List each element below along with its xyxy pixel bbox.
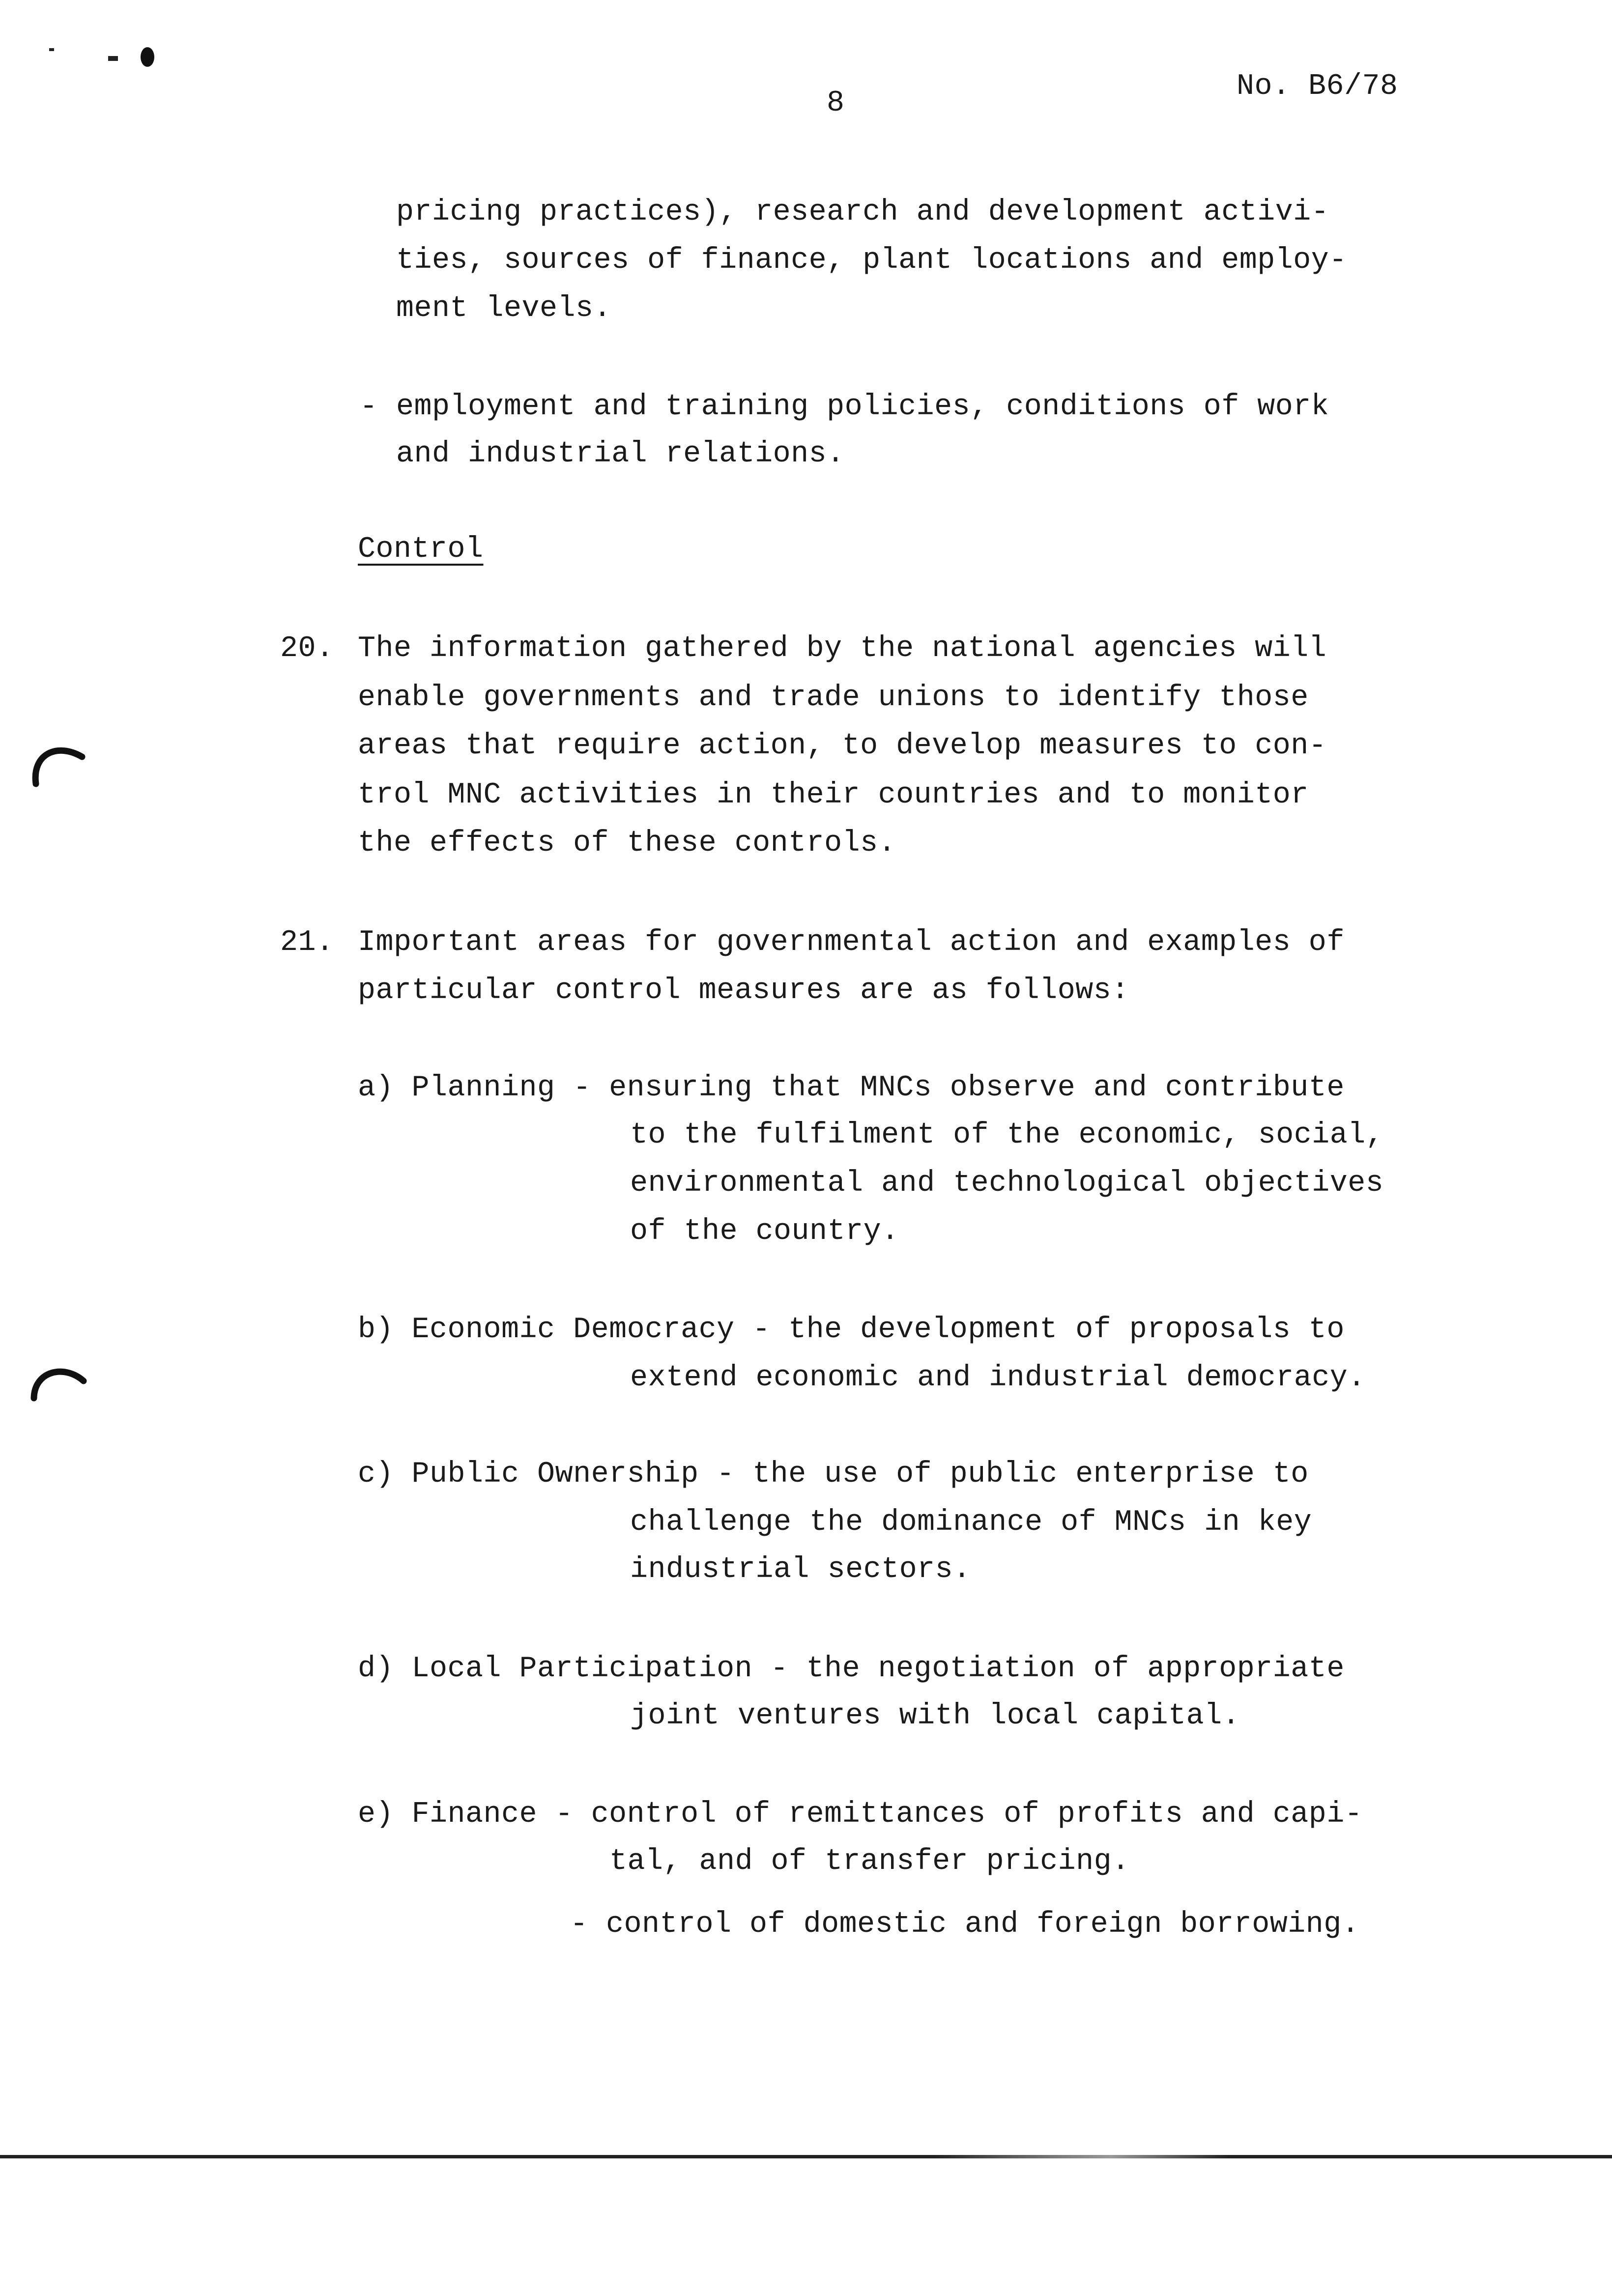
page-number: 8	[827, 86, 845, 120]
item-a-line-3: environmental and technological objectives	[630, 1167, 1384, 1200]
continuation-line-1: pricing practices), research and development activi-	[396, 196, 1329, 229]
bottom-rule-faded-segment	[934, 2155, 1229, 2158]
item-c-line-3: industrial sectors.	[630, 1553, 971, 1586]
document-number: No. B6/78	[1237, 70, 1398, 103]
item-d-line-1: d) Local Participation - the negotiation of appropriate	[358, 1652, 1345, 1686]
bottom-rule	[0, 2155, 1612, 2158]
punch-hole-arc-top	[27, 730, 91, 794]
para-21-number: 21.	[280, 926, 334, 959]
bullet-employment-line-1: employment and training policies, conditions of work	[396, 390, 1329, 424]
para-20-line-5: the effects of these controls.	[358, 827, 896, 860]
item-a-line-2: to the fulfilment of the economic, social,	[630, 1119, 1384, 1152]
bullet-dash: -	[360, 390, 378, 424]
item-a-line-4: of the country.	[630, 1215, 899, 1248]
item-a-line-1: a) Planning - ensuring that MNCs observe and contribute	[358, 1071, 1345, 1105]
continuation-line-2: ties, sources of finance, plant locations and employ-	[396, 244, 1347, 277]
item-d-line-2: joint ventures with local capital.	[630, 1699, 1240, 1733]
item-b-line-2: extend economic and industrial democracy.	[630, 1361, 1366, 1395]
bullet-employment-line-2: and industrial relations.	[396, 437, 845, 471]
para-20-line-1: The information gathered by the national agencies will	[358, 632, 1327, 665]
para-20-line-3: areas that require action, to develop measures to con-	[358, 729, 1327, 763]
para-21-line-2: particular control measures are as follows:	[358, 974, 1129, 1007]
item-e-second-bullet: - control of domestic and foreign borrowing.	[570, 1908, 1360, 1941]
punch-hole-arc-bottom	[27, 1344, 91, 1408]
para-20-line-4: trol MNC activities in their countries and to monitor	[358, 778, 1309, 812]
continuation-line-3: ment levels.	[396, 292, 612, 325]
item-c-line-2: challenge the dominance of MNCs in key	[630, 1506, 1312, 1539]
item-e-line-1: e) Finance - control of remittances of profits and capi-	[358, 1798, 1363, 1831]
item-c-line-1: c) Public Ownership - the use of public enterprise to	[358, 1458, 1309, 1491]
item-e-line-2: tal, and of transfer pricing.	[609, 1845, 1130, 1878]
para-20-number: 20.	[280, 632, 334, 665]
section-heading-control: Control	[358, 533, 484, 566]
para-20-line-2: enable governments and trade unions to identify those	[358, 681, 1309, 715]
item-b-line-1: b) Economic Democracy - the development of proposals to	[358, 1313, 1345, 1347]
para-21-line-1: Important areas for governmental action and examples of	[358, 926, 1345, 959]
scan-mark-dots	[44, 39, 172, 79]
